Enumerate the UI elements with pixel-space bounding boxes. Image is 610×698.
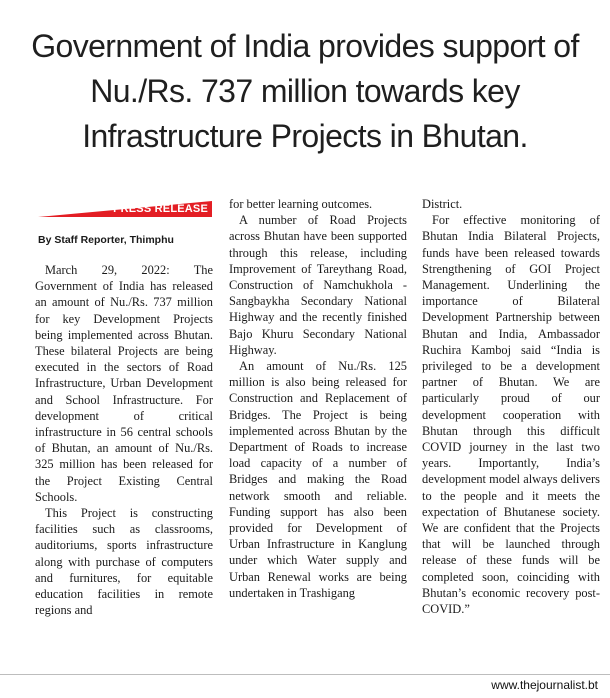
footer-website: www.thejournalist.bt [491, 678, 598, 692]
article-column-2 [229, 196, 407, 601]
paragraph: March 29, 2022: The Government of India has released an amount of Nu./Rs. 737 million for key Development Projects being implemented across Bhutan. These bilateral Projects are being executed in the sectors of Road Infrastructure, Urban Development and School Infrastructure. For development of critical infrastructure in 56 central schools of Bhutan, an amount of Nu./Rs. 325 million has been released for the Project Existing Central Schools. [35, 263, 213, 504]
press-release-label: PRESS RELEASE [113, 203, 208, 215]
paragraph: District. [422, 197, 463, 211]
article-column-1 [35, 262, 213, 618]
paragraph: An amount of Nu./Rs. 125 million is also being released for Construction and Replacement of Bridges. The Project is being implemented across Bhutan by the Department of Roads to increase load capacity of a number of Bridges and making the Road network smooth and reliable. Funding support has also been provided for Development of Urban Infrastructure in Kanglung under which Water supply and Urban Renewal works are being undertaken in Trashigang [229, 359, 407, 600]
paragraph: A number of Road Projects across Bhutan have been supported through this release, including Improvement of Tareythang Road, Construction of Namchukhola - Sangbaykha Secondary National Highway and the recently finished Bajo Khuru Secondary National Highway. [229, 213, 407, 357]
paragraph: For effective monitoring of Bhutan India Bilateral Projects, funds have been released towards Strengthening of GOI Project Management. Underlining the importance of Bilateral Development Partnership between Bhutan and India, Ambassador Ruchira Kamboj said “India is privileged to be a development partner of Bhutan. We are particularly proud of our development cooperation with Bhutan through this difficult COVID journey in the last two years. Importantly, India’s development model always delivers to the people and it meets the expectation of Bhutanese society. We are confident that the Projects that will be launched through release of these funds will be completed soon, coinciding with Bhutan’s economic recovery post-COVID.” [422, 213, 600, 617]
byline: By Staff Reporter, Thimphu [38, 234, 174, 246]
headline: Government of India provides support of Nu./Rs. 737 million towards key Infrastructure Projects in Bhutan. [31, 28, 579, 154]
press-release-banner [38, 201, 212, 217]
footer-divider [0, 674, 610, 675]
paragraph: for better learning outcomes. [229, 197, 373, 211]
paragraph: This Project is constructing facilities such as classrooms, auditoriums, sports infrastructure along with purchase of computers and furnitures, for equitable education facilities in remote regions and [35, 506, 213, 618]
article-column-3 [422, 196, 600, 617]
